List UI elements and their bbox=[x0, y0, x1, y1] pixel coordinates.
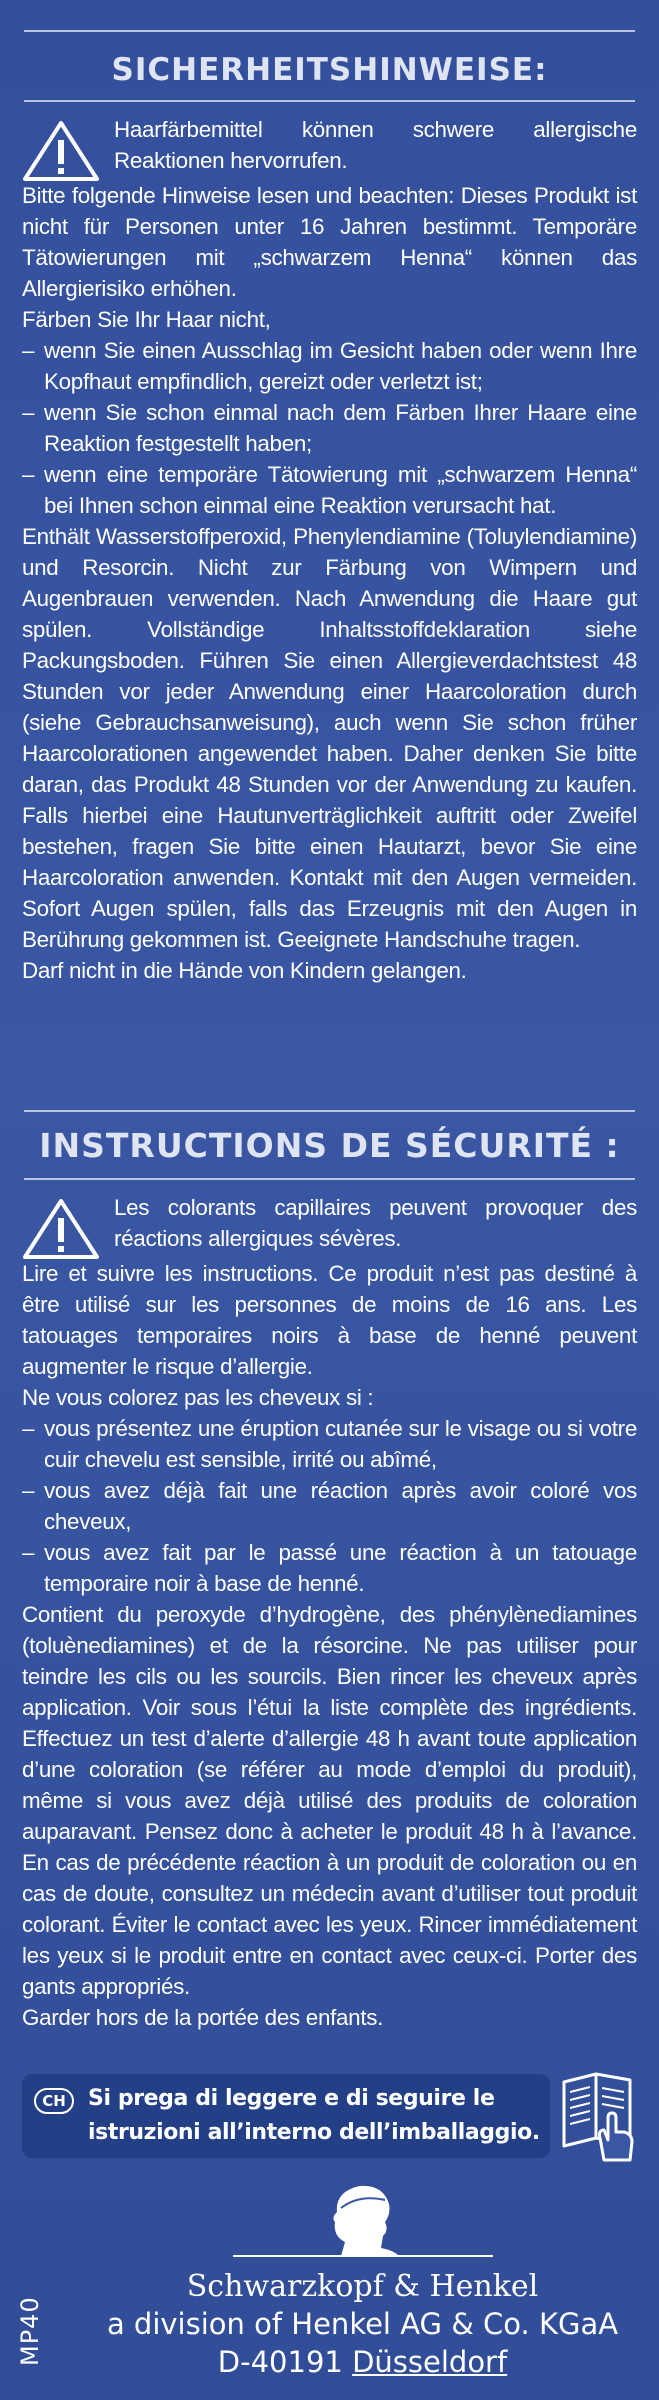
list-item: – wenn Sie schon einmal nach dem Färben Ihrer Haare eine Reaktion festgestellt haben; bbox=[22, 397, 637, 459]
fr-heading: INSTRUCTIONS DE SÉCURITÉ : bbox=[39, 1126, 620, 1165]
fr-main-text: Contient du peroxyde d’hydrogène, des phénylènediamines (toluènediamines) et de la résorcine. Ne pas utiliser pour teindre les cils ou les sourcils. Bien rincer les cheveux après application. Voir sous l’étui la liste complète des ingrédients. Effectuez un test d’alerte d’allergie 48 h avant toute application d’une coloration (se référer au mode d’emploi du produit), même si vous avez déjà utilisé des produits de coloration auparavant. Pensez donc à acheter le produit 48 h à l’avance. En cas de précédente réaction à un produit de coloration ou en cas de doute, consultez un médecin avant d’utiliser tout produit colorant. Éviter le contact avec les yeux. Rincer immédiatement les yeux si le produit entre en contact avec ceux-ci. Porter des gants appropriés. bbox=[22, 1602, 637, 1999]
schwarzkopf-head-logo bbox=[213, 2178, 513, 2264]
list-item: – vous avez déjà fait une réaction après avoir coloré vos cheveux, bbox=[22, 1475, 637, 1537]
fr-list bbox=[22, 1413, 637, 1599]
postcode: D-40191 bbox=[217, 2345, 343, 2379]
de-children-note: Darf nicht in die Hände von Kindern gelangen. bbox=[22, 958, 467, 983]
product-code: MP40 bbox=[16, 2296, 44, 2366]
fr-warning-block bbox=[22, 1192, 637, 1254]
de-heading: SICHERHEITSHINWEISE: bbox=[111, 52, 548, 88]
fr-body bbox=[22, 1258, 637, 2033]
warning-triangle-icon bbox=[22, 120, 100, 182]
de-warning-block bbox=[22, 114, 637, 176]
instruction-booklet-hand-icon bbox=[556, 2068, 640, 2164]
de-list-lead: Färben Sie Ihr Haar nicht, bbox=[22, 307, 271, 332]
footer-logo-block bbox=[96, 2178, 629, 2381]
de-list bbox=[22, 335, 637, 521]
fr-top-rule bbox=[24, 1110, 635, 1112]
fr-heading-rule bbox=[24, 1178, 635, 1180]
de-heading-rule bbox=[24, 100, 635, 102]
fr-intro: Lire et suivre les instructions. Ce produit n’est pas destiné à être utilisé sur les personnes de moins de 16 ans. Les tatouages temporaires noirs à base de henné peuvent augmenter le risque d’allergie. bbox=[22, 1261, 637, 1379]
company-division: a division of Henkel AG & Co. KGaA bbox=[106, 2307, 619, 2341]
fr-warning-text: Les colorants capillaires peuvent provoquer des réactions allergiques sévères. bbox=[114, 1195, 637, 1251]
list-item: – vous présentez une éruption cutanée sur le visage ou si votre cuir chevelu est sensible, irrité ou abîmé, bbox=[22, 1413, 637, 1475]
ch-notice-text: Si prega di leggere e di seguire le istruzioni all’interno dell’imballaggio. bbox=[88, 2086, 540, 2145]
list-item: – vous avez fait par le passé une réaction à un tatouage temporaire noir à base de henné. bbox=[22, 1537, 637, 1599]
de-body bbox=[22, 180, 637, 986]
ch-badge: CH bbox=[34, 2088, 74, 2114]
city: Düsseldorf bbox=[352, 2345, 508, 2379]
top-rule bbox=[24, 30, 635, 32]
warning-triangle-icon bbox=[22, 1198, 100, 1260]
list-item: – wenn Sie einen Ausschlag im Gesicht haben oder wenn Ihre Kopfhaut empfindlich, gereizt oder verletzt ist; bbox=[22, 335, 637, 397]
ch-notice-box bbox=[22, 2074, 550, 2158]
de-main-text: Enthält Wasserstoffperoxid, Phenylendiamine (Toluylendiamine) und Resorcin. Nicht zur Färbung von Wimpern und Augenbrauen verwenden. Nach Anwendung die Haare gut spülen. Vollständige Inhaltsstoffdeklaration siehe Packungsboden. Führen Sie einen Allergieverdachtstest 48 Stunden vor jeder Anwendung einer Haarcoloration durch (siehe Gebrauchsanweisung), auch wenn Sie schon früher Haarcolorationen angewendet haben. Daher denken Sie bitte daran, das Produkt 48 Stunden vor der Anwendung zu kaufen. Falls hierbei eine Hautunverträglichkeit auftritt oder Zweifel bestehen, fragen Sie bitte einen Hautarzt, bevor Sie eine Haarcoloration anwenden. Kontakt mit den Augen vermeiden. Sofort Augen spülen, falls das Erzeugnis mit den Augen in Berührung gekommen ist. Geeignete Handschuhe tragen. bbox=[22, 524, 637, 952]
company-name: Schwarzkopf & Henkel bbox=[186, 2269, 539, 2304]
de-intro: Bitte folgende Hinweise lesen und beachten: Dieses Produkt ist nicht für Personen unter 16 Jahren bestimmt. Temporäre Tätowierungen mit „schwarzem Henna“ können das Allergierisiko erhöhen. bbox=[22, 183, 637, 301]
de-warning-text: Haarfärbemittel können schwere allergische Reaktionen hervorrufen. bbox=[114, 117, 637, 173]
fr-children-note: Garder hors de la portée des enfants. bbox=[22, 2005, 384, 2030]
list-item: – wenn eine temporäre Tätowierung mit „schwarzem Henna“ bei Ihnen schon einmal eine Reaktion verursacht hat. bbox=[22, 459, 637, 521]
fr-list-lead: Ne vous colorez pas les cheveux si : bbox=[22, 1385, 374, 1410]
company-address bbox=[96, 2343, 629, 2381]
